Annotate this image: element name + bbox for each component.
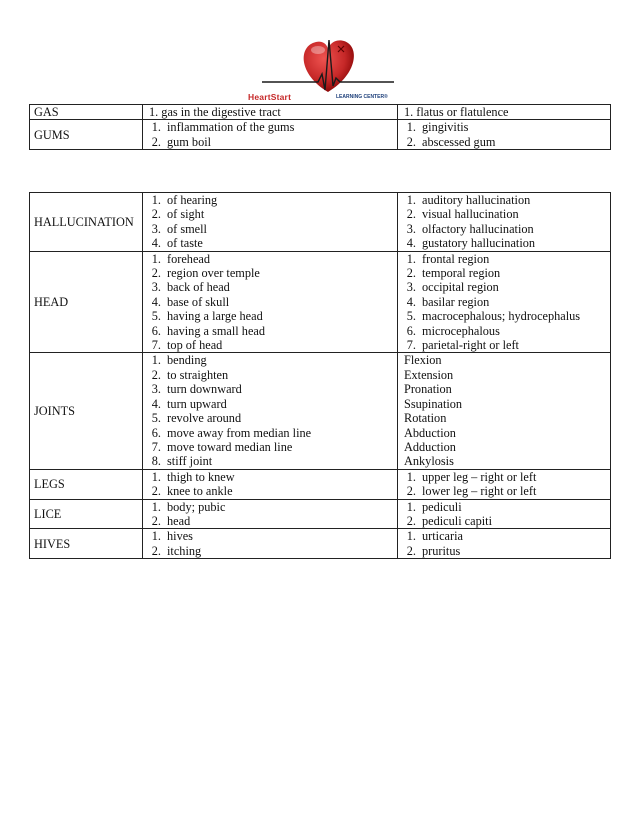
list-item: 3. back of head [151, 280, 230, 295]
logo-brand: HeartStart [248, 92, 292, 102]
list-item: 6. move away from median line [151, 425, 312, 440]
list-item: 2. to straighten [151, 367, 229, 382]
term-cell: LEGS [30, 469, 143, 499]
medical-text: 1. flatus or flatulence [404, 105, 509, 119]
medical-cell [398, 353, 611, 469]
list-item: 7. move toward median line [151, 439, 293, 454]
medical-list [402, 470, 606, 499]
layman-cell [143, 353, 398, 469]
list-item: 1. urticaria [406, 529, 463, 544]
list-item: 2. pediculi capiti [406, 513, 492, 528]
table-row [30, 469, 611, 499]
list-item: 1. body; pubic [151, 499, 226, 514]
list-item: 1. inflammation of the gums [151, 120, 295, 135]
list-item: 2. visual hallucination [406, 207, 519, 222]
heartstart-logo [248, 34, 398, 104]
table-row [30, 193, 611, 252]
medical-cell [398, 105, 611, 120]
medical-cell [398, 529, 611, 559]
term-cell: GUMS [30, 120, 143, 150]
list-item: 4. basilar region [406, 294, 490, 309]
list-item: 1. upper leg – right or left [406, 469, 537, 484]
list-item: 4. gustatory hallucination [406, 236, 536, 251]
table-row [30, 105, 611, 120]
term-cell: JOINTS [30, 353, 143, 469]
layman-list [147, 120, 393, 149]
list-item: Ankylosis [404, 454, 454, 469]
term-cell: LICE [30, 499, 143, 529]
medical-cell [398, 120, 611, 150]
layman-list [147, 470, 393, 499]
layman-cell [143, 193, 398, 252]
list-item: 2. itching [151, 543, 202, 558]
list-item: 1. of hearing [151, 193, 218, 207]
list-item: 2. gum boil [151, 134, 212, 149]
list-item: 6. having a small head [151, 323, 266, 338]
layman-cell [143, 251, 398, 353]
term-cell: HEAD [30, 251, 143, 353]
layman-cell [143, 529, 398, 559]
list-item: 5. revolve around [151, 411, 242, 426]
layman-list [147, 353, 393, 468]
list-item: 7. parietal-right or left [406, 338, 519, 353]
list-item: 2. lower leg – right or left [406, 484, 537, 499]
table-row [30, 120, 611, 150]
list-item: 5. macrocephalous; hydrocephalus [406, 309, 581, 324]
medical-list [402, 529, 606, 558]
layman-cell [143, 105, 398, 120]
table-row [30, 251, 611, 353]
list-item: 1. bending [151, 353, 207, 368]
list-item: 6. microcephalous [406, 323, 500, 338]
list-item: 4. base of skull [151, 294, 230, 309]
list-item: Flexion [404, 353, 442, 368]
list-item: 3. of smell [151, 221, 207, 236]
list-item: 2. pruritus [406, 543, 461, 558]
medical-cell [398, 193, 611, 252]
list-item: Abduction [404, 425, 456, 440]
list-item: 2. temporal region [406, 266, 501, 281]
table-row [30, 529, 611, 559]
layman-cell [143, 499, 398, 529]
list-item: 2. knee to ankle [151, 484, 233, 499]
layman-list [147, 193, 393, 251]
list-item: 1. pediculi [406, 499, 462, 514]
list-item: 3. turn downward [151, 382, 242, 397]
list-item: Ssupination [404, 396, 463, 411]
list-item: 4. of taste [151, 236, 203, 251]
list-item: Pronation [404, 382, 452, 397]
layman-cell [143, 469, 398, 499]
list-item: 2. of sight [151, 207, 205, 222]
medical-list [402, 193, 606, 251]
terms-table-top [29, 104, 611, 150]
terms-table-main [29, 192, 611, 559]
list-item: 1. auditory hallucination [406, 193, 531, 207]
term-cell: GAS [30, 105, 143, 120]
list-item: 1. hives [151, 529, 193, 544]
list-item: Adduction [404, 439, 456, 454]
list-item: 4. turn upward [151, 396, 227, 411]
list-item: 2. region over temple [151, 266, 260, 281]
layman-list [147, 529, 393, 558]
medical-cell [398, 469, 611, 499]
list-item: 7. top of head [151, 338, 223, 353]
list-item: 1. gingivitis [406, 120, 469, 135]
list-item: 5. having a large head [151, 309, 263, 324]
layman-cell [143, 120, 398, 150]
term-cell: HALLUCINATION [30, 193, 143, 252]
medical-list [402, 252, 606, 353]
list-item: Rotation [404, 411, 447, 426]
list-item: 2. head [151, 513, 191, 528]
list-item: 8. stiff joint [151, 454, 213, 469]
list-item: 1. thigh to knew [151, 469, 235, 484]
medical-list [402, 120, 606, 149]
logo-tagline: LEARNING CENTER® [336, 94, 388, 100]
list-item: 3. occipital region [406, 280, 499, 295]
medical-list [402, 500, 606, 529]
term-cell: HIVES [30, 529, 143, 559]
list-item: 2. abscessed gum [406, 134, 496, 149]
list-item: 1. forehead [151, 251, 211, 266]
layman-text: 1. gas in the digestive tract [149, 105, 281, 119]
list-item: 1. frontal region [406, 251, 490, 266]
heart-logo-icon [258, 34, 398, 94]
layman-list [147, 500, 393, 529]
list-item: Extension [404, 367, 454, 382]
medical-cell [398, 251, 611, 353]
list-item: 3. olfactory hallucination [406, 221, 534, 236]
layman-list [147, 252, 393, 353]
table-row [30, 353, 611, 469]
medical-list [402, 353, 606, 468]
table-row [30, 499, 611, 529]
medical-cell [398, 499, 611, 529]
